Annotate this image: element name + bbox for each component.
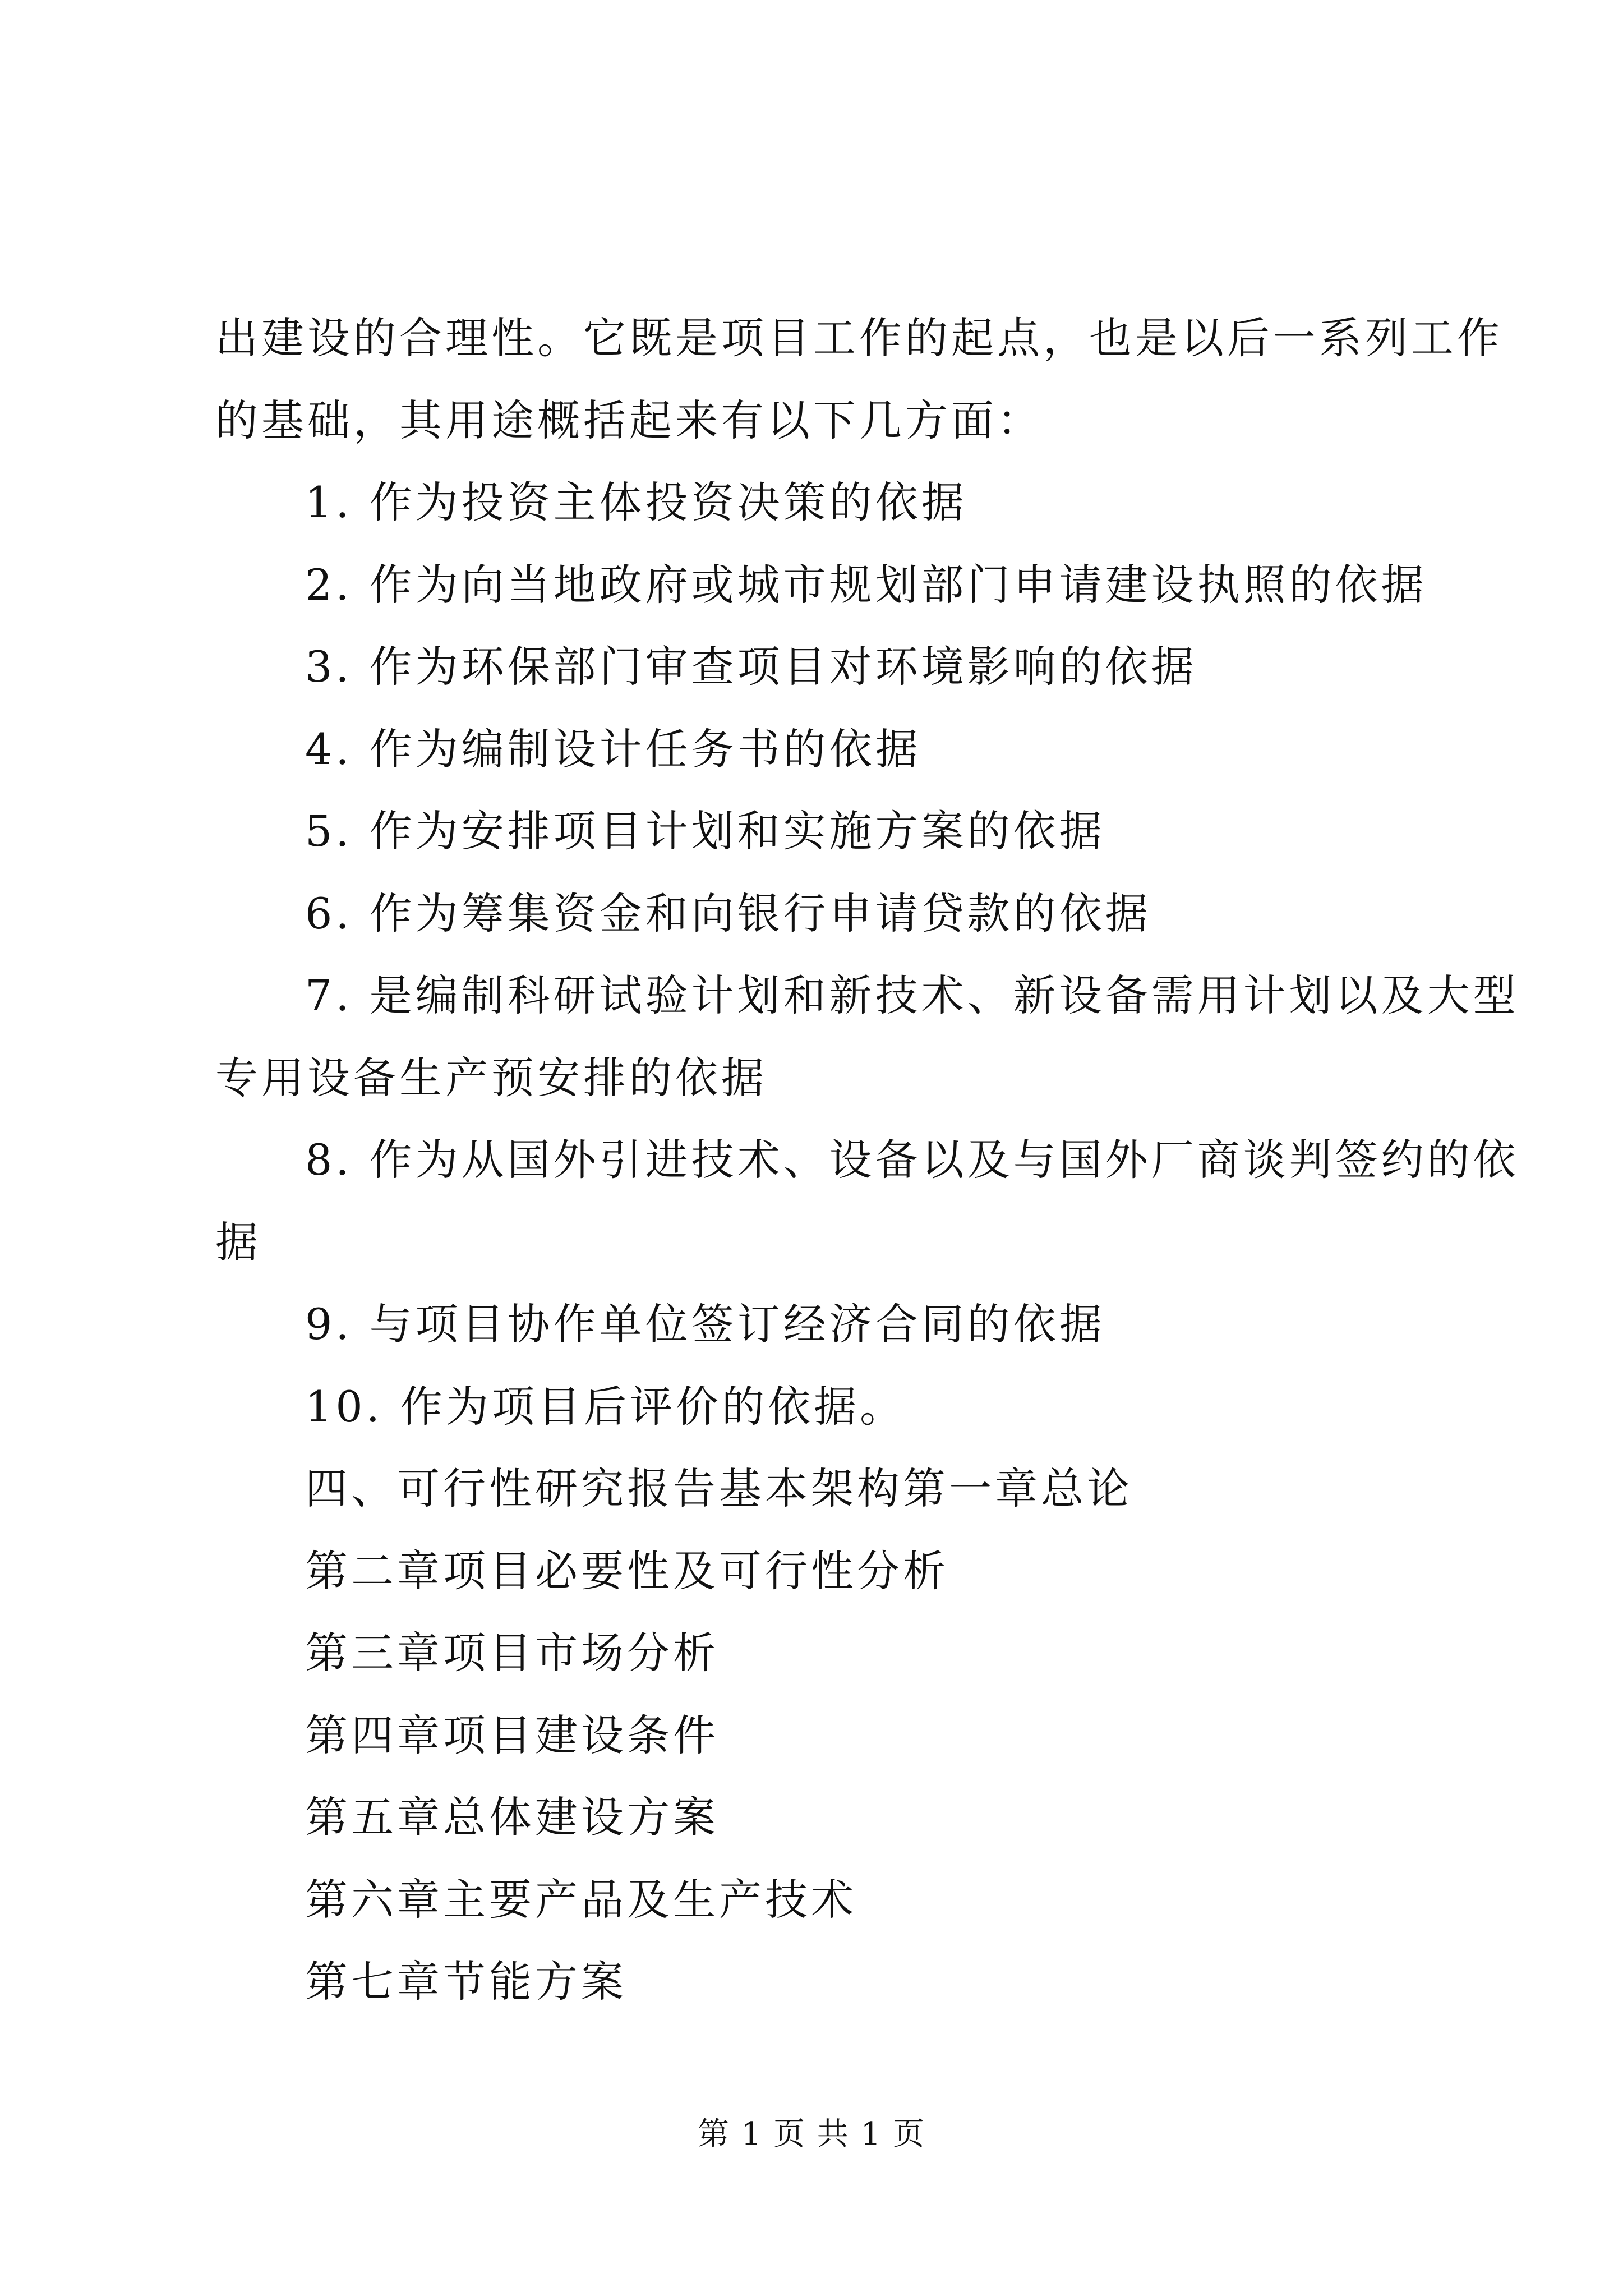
paragraph-line: 的基础，其用途概括起来有以下几方面： — [215, 395, 1043, 445]
list-item-9: 9. 与项目协作单位签订经济合同的依据 — [305, 1299, 1105, 1349]
list-item-3: 3. 作为环保部门审查项目对环境影响的依据 — [305, 642, 1197, 692]
list-item-8: 8. 作为从国外引进技术、设备以及与国外厂商谈判签约的依 — [305, 1135, 1519, 1185]
list-item-7-continued: 专用设备生产预安排的依据 — [215, 1052, 767, 1103]
list-item-10: 10. 作为项目后评价的依据。 — [305, 1381, 906, 1432]
list-item-5: 5. 作为安排项目计划和实施方案的依据 — [305, 806, 1105, 856]
list-item-6: 6. 作为筹集资金和向银行申请贷款的依据 — [305, 888, 1151, 938]
chapter-7: 第七章节能方案 — [305, 1957, 627, 2007]
list-item-1: 1. 作为投资主体投资决策的依据 — [305, 477, 967, 527]
section-heading-4: 四、可行性研究报告基本架构第一章总论 — [305, 1464, 1133, 1513]
list-item-8-continued: 据 — [215, 1217, 261, 1267]
chapter-5: 第五章总体建设方案 — [305, 1792, 719, 1842]
chapter-3: 第三章项目市场分析 — [305, 1628, 719, 1678]
page-footer: 第 1 页 共 1 页 — [697, 2116, 926, 2152]
list-item-4: 4. 作为编制设计任务书的依据 — [305, 724, 921, 774]
chapter-2: 第二章项目必要性及可行性分析 — [305, 1545, 949, 1596]
paragraph-line: 出建设的合理性。它既是项目工作的起点，也是以后一系列工作 — [215, 313, 1503, 363]
list-item-2: 2. 作为向当地政府或城市规划部门申请建设执照的依据 — [305, 559, 1427, 610]
chapter-4: 第四章项目建设条件 — [305, 1710, 719, 1760]
list-item-7: 7. 是编制科研试验计划和新技术、新设备需用计划以及大型 — [305, 970, 1519, 1020]
document-body — [215, 297, 1519, 2023]
chapter-6: 第六章主要产品及生产技术 — [305, 1874, 857, 1925]
